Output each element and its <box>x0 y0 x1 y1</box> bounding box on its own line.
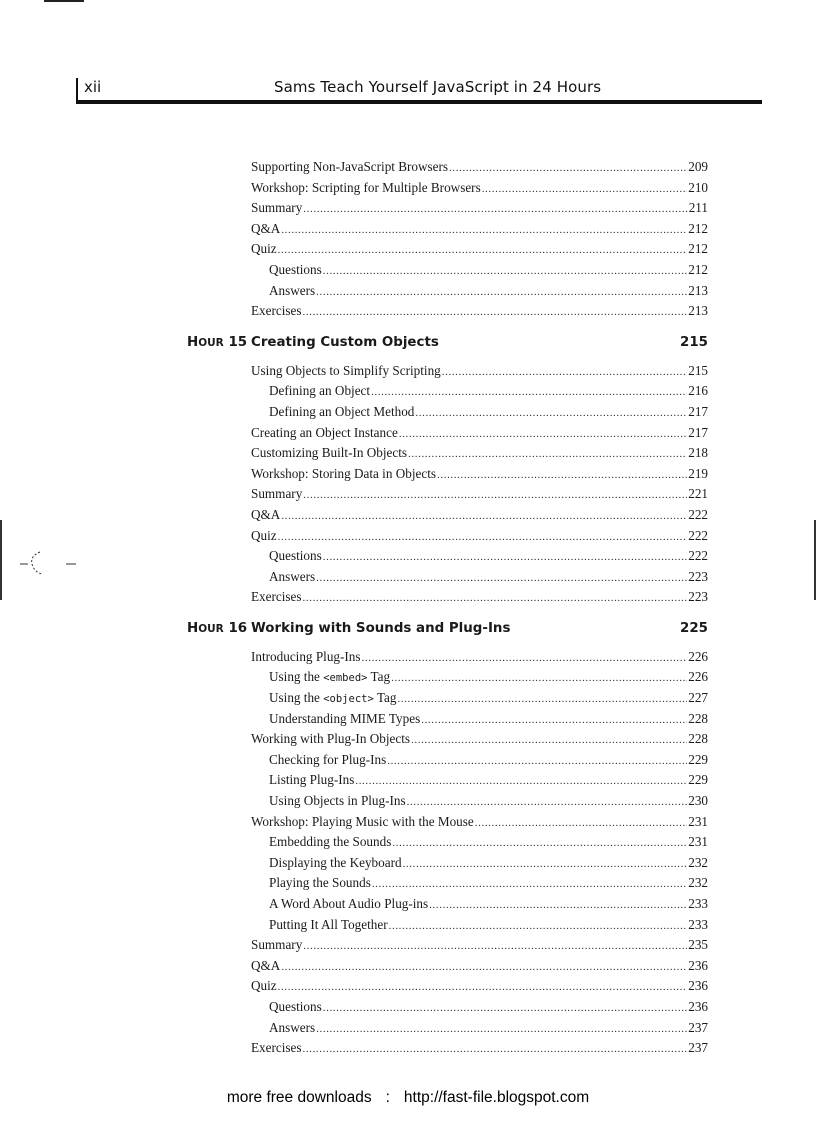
toc-entry-page: 232 <box>688 875 708 891</box>
footer-separator: : <box>385 1089 390 1106</box>
code-tag: <embed> <box>323 672 368 685</box>
toc-entry <box>251 567 708 588</box>
dot-leader <box>371 382 687 403</box>
header-rule <box>76 100 762 104</box>
toc-entry <box>251 381 708 402</box>
toc-entry-page: 212 <box>688 261 708 277</box>
dot-leader <box>415 403 687 424</box>
toc-entry-title: Exercises <box>251 303 302 319</box>
toc-entry <box>251 484 708 505</box>
toc-entry-title: Putting It All Together <box>269 916 388 932</box>
dot-leader <box>437 465 687 486</box>
toc-entry <box>251 832 708 853</box>
toc-entry-page: 232 <box>688 854 708 870</box>
toc-section-top <box>251 157 708 322</box>
toc-entry-page: 217 <box>688 424 708 440</box>
dot-leader <box>387 751 687 772</box>
toc-entry-title: Summary <box>251 937 303 953</box>
dot-leader <box>421 710 687 731</box>
book-title: Sams Teach Yourself JavaScript in 24 Hours <box>274 78 602 96</box>
running-header <box>76 72 762 104</box>
toc-entry <box>251 239 708 260</box>
toc-entry-page: 212 <box>688 241 708 257</box>
toc-section-hour-15 <box>251 361 708 608</box>
toc-entry-page: 219 <box>688 465 708 481</box>
dot-leader <box>389 916 688 937</box>
toc-entry-page: 226 <box>688 669 708 685</box>
dot-leader <box>303 588 688 609</box>
toc-entry <box>251 976 708 997</box>
toc-entry-page: 222 <box>688 506 708 522</box>
dot-leader <box>372 874 687 895</box>
dot-leader <box>411 730 687 751</box>
toc-entry <box>251 464 708 485</box>
footer <box>0 1089 816 1107</box>
dot-leader <box>407 792 688 813</box>
toc-entry <box>251 505 708 526</box>
toc-entry-title: Answers <box>269 282 316 298</box>
toc-entry-page: 213 <box>688 282 708 298</box>
toc-entry-title: Questions <box>269 998 322 1014</box>
dot-leader <box>278 527 688 548</box>
dot-leader <box>323 261 687 282</box>
toc-entry <box>251 750 708 771</box>
toc-entry <box>251 956 708 977</box>
toc-entry-page: 231 <box>688 813 708 829</box>
toc-entry <box>251 587 708 608</box>
toc-entry-page: 237 <box>688 1019 708 1035</box>
footer-url[interactable]: http://fast-file.blogspot.com <box>403 1089 590 1106</box>
toc-entry-title: Q&A <box>251 506 281 522</box>
dot-leader <box>323 547 687 568</box>
dot-leader <box>303 199 687 220</box>
dot-leader <box>316 1019 687 1040</box>
toc-entry-page: 236 <box>688 957 708 973</box>
dot-leader <box>399 424 687 445</box>
dot-leader <box>303 936 687 957</box>
dot-leader <box>442 362 687 383</box>
toc-entry <box>251 526 708 547</box>
toc-entry-title: Quiz <box>251 241 277 257</box>
toc-entry-page: 229 <box>688 772 708 788</box>
toc-entry <box>251 281 708 302</box>
toc-entry-page: 221 <box>688 486 708 502</box>
code-tag: <object> <box>323 693 374 706</box>
toc-entry <box>251 423 708 444</box>
toc-entry <box>251 791 708 812</box>
toc-entry <box>251 997 708 1018</box>
toc-entry <box>251 709 708 730</box>
footer-text: more free downloads <box>226 1089 372 1106</box>
toc-entry <box>251 873 708 894</box>
toc-entry-page: 213 <box>688 303 708 319</box>
dot-leader <box>316 282 687 303</box>
toc-entry <box>251 647 708 668</box>
toc-entry-page: 223 <box>688 568 708 584</box>
toc-entry-title: Customizing Built-In Objects <box>251 445 408 461</box>
hour-title: Working with Sounds and Plug-Ins <box>251 620 511 636</box>
toc-entry-title: Using the <object> Tag <box>269 690 397 706</box>
toc-entry-page: 231 <box>688 834 708 850</box>
toc-entry-title: Workshop: Scripting for Multiple Browsers <box>251 179 481 195</box>
dot-leader <box>429 895 687 916</box>
toc-entry-page: 217 <box>688 403 708 419</box>
toc-entry-page: 211 <box>688 200 708 216</box>
toc-entry-title: Introducing Plug-Ins <box>251 648 361 664</box>
dot-leader <box>281 957 687 978</box>
toc-entry-title: Creating an Object Instance <box>251 424 398 440</box>
dot-leader <box>278 240 688 261</box>
dot-leader <box>303 302 688 323</box>
dot-leader <box>408 444 687 465</box>
toc-entry-title: Embedding the Sounds <box>269 834 392 850</box>
toc-entry <box>251 443 708 464</box>
toc-entry-title: Summary <box>251 486 303 502</box>
dot-leader <box>355 771 687 792</box>
toc-entry-title: Workshop: Playing Music with the Mouse <box>251 813 474 829</box>
margin-mark-left <box>0 520 2 600</box>
hour-title: Creating Custom Objects <box>251 334 439 350</box>
dot-leader <box>281 506 687 527</box>
toc-entry-page: 222 <box>688 527 708 543</box>
toc-entry-title: A Word About Audio Plug-ins <box>269 896 429 911</box>
toc-entry <box>251 1018 708 1039</box>
dot-leader <box>403 854 688 875</box>
toc-entry <box>251 178 708 199</box>
toc-entry-page: 218 <box>688 445 708 461</box>
toc-entry-page: 212 <box>688 220 708 236</box>
toc-entry <box>251 198 708 219</box>
dot-leader <box>362 648 688 669</box>
dot-leader <box>391 668 687 689</box>
hour-15-heading <box>187 328 708 361</box>
toc-entry-page: 233 <box>688 916 708 932</box>
toc-entry-title: Displaying the Keyboard <box>269 854 402 870</box>
dot-leader <box>392 833 687 854</box>
dot-leader <box>323 998 687 1019</box>
toc-entry-title: Quiz <box>251 527 277 543</box>
toc-entry-page: 236 <box>688 978 708 994</box>
toc-entry <box>251 853 708 874</box>
toc-entry-page: 210 <box>688 179 708 195</box>
toc-entry-title: Listing Plug-Ins <box>269 772 355 788</box>
toc-entry-page: 215 <box>688 362 708 378</box>
toc-entry-title: Understanding MIME Types <box>269 710 421 726</box>
toc-entry-title: Working with Plug-In Objects <box>251 731 411 747</box>
toc-entry <box>251 157 708 178</box>
toc-entry-page: 229 <box>688 751 708 767</box>
toc-entry <box>251 667 708 688</box>
toc-entry-page: 222 <box>688 548 708 564</box>
toc-entry-title: Playing the Sounds <box>269 875 371 891</box>
toc-entry-page: 223 <box>688 589 708 605</box>
toc-entry <box>251 688 708 709</box>
table-of-contents <box>187 157 708 1059</box>
toc-entry-page: 230 <box>688 793 708 809</box>
toc-entry-title: Summary <box>251 200 303 216</box>
toc-entry <box>251 894 708 915</box>
toc-entry <box>251 915 708 936</box>
toc-entry-title: Exercises <box>251 589 302 605</box>
toc-entry <box>251 219 708 240</box>
toc-entry <box>251 301 708 322</box>
toc-entry-title: Defining an Object <box>269 383 371 399</box>
toc-section-hour-16 <box>251 647 708 1059</box>
dot-leader <box>316 568 687 589</box>
toc-entry-title: Q&A <box>251 220 281 236</box>
hour-label: HOUR 16 <box>187 620 248 636</box>
registration-mark-icon <box>18 548 82 578</box>
toc-entry-title: Questions <box>269 261 322 277</box>
toc-entry-page: 235 <box>688 937 708 953</box>
toc-entry-page: 209 <box>688 159 708 174</box>
toc-entry-page: 228 <box>688 710 708 726</box>
toc-entry <box>251 260 708 281</box>
toc-entry-page: 237 <box>688 1040 708 1056</box>
toc-entry-page: 227 <box>688 690 708 706</box>
dot-leader <box>303 485 687 506</box>
page-number: xii <box>84 78 102 96</box>
toc-entry-title: Exercises <box>251 1040 302 1056</box>
hour-page: 225 <box>680 620 708 636</box>
toc-entry <box>251 402 708 423</box>
toc-entry-title: Checking for Plug-Ins <box>269 751 387 767</box>
toc-entry-title: Using the <embed> Tag <box>269 669 391 685</box>
toc-entry-page: 236 <box>688 998 708 1014</box>
dot-leader <box>449 158 687 179</box>
toc-entry <box>251 1038 708 1059</box>
toc-entry-page: 233 <box>688 896 708 911</box>
toc-entry-title: Using Objects in Plug-Ins <box>269 793 406 809</box>
toc-entry <box>251 361 708 382</box>
toc-entry-title: Workshop: Storing Data in Objects <box>251 465 437 481</box>
toc-entry <box>251 546 708 567</box>
toc-entry-title: Questions <box>269 548 322 564</box>
toc-entry-title: Answers <box>269 568 316 584</box>
dot-leader <box>475 813 687 834</box>
toc-entry <box>251 935 708 956</box>
hour-page: 215 <box>680 334 708 350</box>
toc-entry-title: Answers <box>269 1019 316 1035</box>
dot-leader <box>397 689 687 710</box>
crop-mark-top <box>44 0 84 2</box>
toc-entry <box>251 812 708 833</box>
hour-label: HOUR 15 <box>187 334 248 350</box>
toc-entry-page: 226 <box>688 648 708 664</box>
toc-entry-page: 228 <box>688 731 708 747</box>
toc-entry-page: 216 <box>688 383 708 399</box>
dot-leader <box>281 220 687 241</box>
toc-entry <box>251 770 708 791</box>
toc-entry-title: Using Objects to Simplify Scripting <box>251 362 441 378</box>
toc-entry-title: Q&A <box>251 957 281 973</box>
toc-entry-title: Supporting Non-JavaScript Browsers <box>251 159 449 174</box>
toc-entry-title: Quiz <box>251 978 277 994</box>
dot-leader <box>278 977 688 998</box>
hour-16-heading <box>187 614 708 647</box>
dot-leader <box>482 179 688 200</box>
dot-leader <box>303 1039 688 1060</box>
toc-entry <box>251 729 708 750</box>
toc-entry-title: Defining an Object Method <box>269 403 415 419</box>
